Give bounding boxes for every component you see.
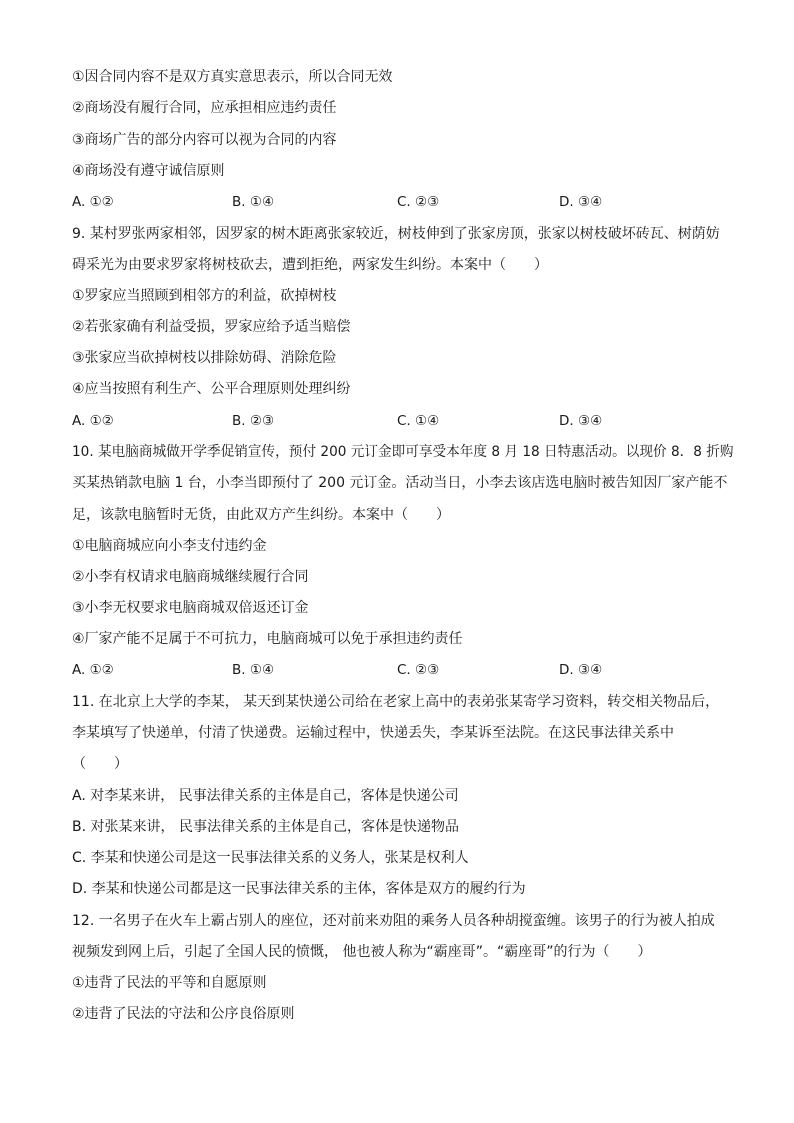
statement-1: ①电脑商城应向小李支付违约金 bbox=[72, 538, 267, 554]
statement-2: ②小李有权请求电脑商城继续履行合同 bbox=[72, 569, 309, 585]
option-b: B. 对张某来讲， 民事法律关系的主体是自己，客体是快递物品 bbox=[72, 819, 459, 835]
option-d: D. ③④ bbox=[559, 662, 603, 678]
question-12-stem-2: 视频发到网上后，引起了全国人民的愤慨， 他也被人称为“霸座哥”。“霸座哥”的行为（ ） bbox=[72, 944, 652, 960]
option-d: D. ③④ bbox=[559, 413, 603, 429]
statement-2: ②若张家确有利益受损，罗家应给予适当赔偿 bbox=[72, 319, 351, 335]
question-10-stem-2: 买某热销款电脑 1 台，小李当即预付了 200 元订金。活动当日，小李去该店选电脑时被告知因厂家产能不 bbox=[72, 475, 728, 491]
option-a: A. 对李某来讲， 民事法律关系的主体是自己，客体是快递公司 bbox=[72, 788, 459, 804]
option-b: B. ①④ bbox=[232, 662, 275, 678]
question-10-stem: 10. 某电脑商城做开学季促销宣传，预付 200 元订金即可享受本年度 8 月 18 日特惠活动。以现价 8．8 折购 bbox=[72, 444, 734, 460]
statement-4: ④商场没有遵守诚信原则 bbox=[72, 163, 225, 179]
answer-options-q8 bbox=[72, 193, 672, 211]
question-9-stem-2: 碍采光为由要求罗家将树枝砍去，遭到拒绝，两家发生纠纷。本案中（ ） bbox=[72, 257, 548, 273]
statement-3: ③商场广告的部分内容可以视为合同的内容 bbox=[72, 132, 337, 148]
option-b: B. ①④ bbox=[232, 194, 275, 210]
answer-options-q9 bbox=[72, 412, 672, 430]
question-11-stem-2: 李某填写了快递单，付清了快递费。运输过程中，快递丢失，李某诉至法院。在这民事法律关系中 bbox=[72, 725, 674, 741]
option-c: C. 李某和快递公司是这一民事法律关系的义务人，张某是权利人 bbox=[72, 850, 469, 866]
option-c: C. ①④ bbox=[397, 413, 440, 429]
question-10-stem-3: 足，该款电脑暂时无货，由此双方产生纠纷。本案中（ ） bbox=[72, 507, 450, 523]
question-12-stem: 12. 一名男子在火车上霸占别人的座位，还对前来劝阻的乘务人员各种胡搅蛮缠。该男子的行为被人拍成 bbox=[72, 913, 715, 929]
option-b: B. ②③ bbox=[232, 413, 275, 429]
statement-3: ③小李无权要求电脑商城双倍返还订金 bbox=[72, 600, 309, 616]
statement-1: ①罗家应当照顾到相邻方的利益，砍掉树枝 bbox=[72, 288, 337, 304]
question-11-stem: 11. 在北京上大学的李某， 某天到某快递公司给在老家上高中的表弟张某寄学习资料，转交相关物品后， bbox=[72, 694, 720, 710]
option-c: C. ②③ bbox=[397, 662, 440, 678]
statement-2: ②商场没有履行合同，应承担相应违约责任 bbox=[72, 100, 337, 116]
statement-2: ②违背了民法的守法和公序良俗原则 bbox=[72, 1006, 295, 1022]
statement-4: ④厂家产能不足属于不可抗力，电脑商城可以免于承担违约责任 bbox=[72, 631, 463, 647]
option-a: A. ①② bbox=[72, 194, 114, 210]
statement-4: ④应当按照有利生产、公平合理原则处理纠纷 bbox=[72, 381, 351, 397]
option-a: A. ①② bbox=[72, 662, 114, 678]
statement-1: ①因合同内容不是双方真实意思表示，所以合同无效 bbox=[72, 69, 393, 85]
question-11-stem-3: （ ） bbox=[72, 756, 128, 772]
answer-options-q10 bbox=[72, 661, 672, 679]
option-a: A. ①② bbox=[72, 413, 114, 429]
question-9-stem: 9. 某村罗张两家相邻，因罗家的树木距离张家较近，树枝伸到了张家房顶，张家以树枝破坏砖瓦、树荫妨 bbox=[72, 226, 720, 242]
statement-3: ③张家应当砍掉树枝以排除妨碍、消除危险 bbox=[72, 350, 337, 366]
option-d: D. ③④ bbox=[559, 194, 603, 210]
option-d: D. 李某和快递公司都是这一民事法律关系的主体，客体是双方的履约行为 bbox=[72, 881, 526, 897]
statement-1: ①违背了民法的平等和自愿原则 bbox=[72, 975, 267, 991]
option-c: C. ②③ bbox=[397, 194, 440, 210]
